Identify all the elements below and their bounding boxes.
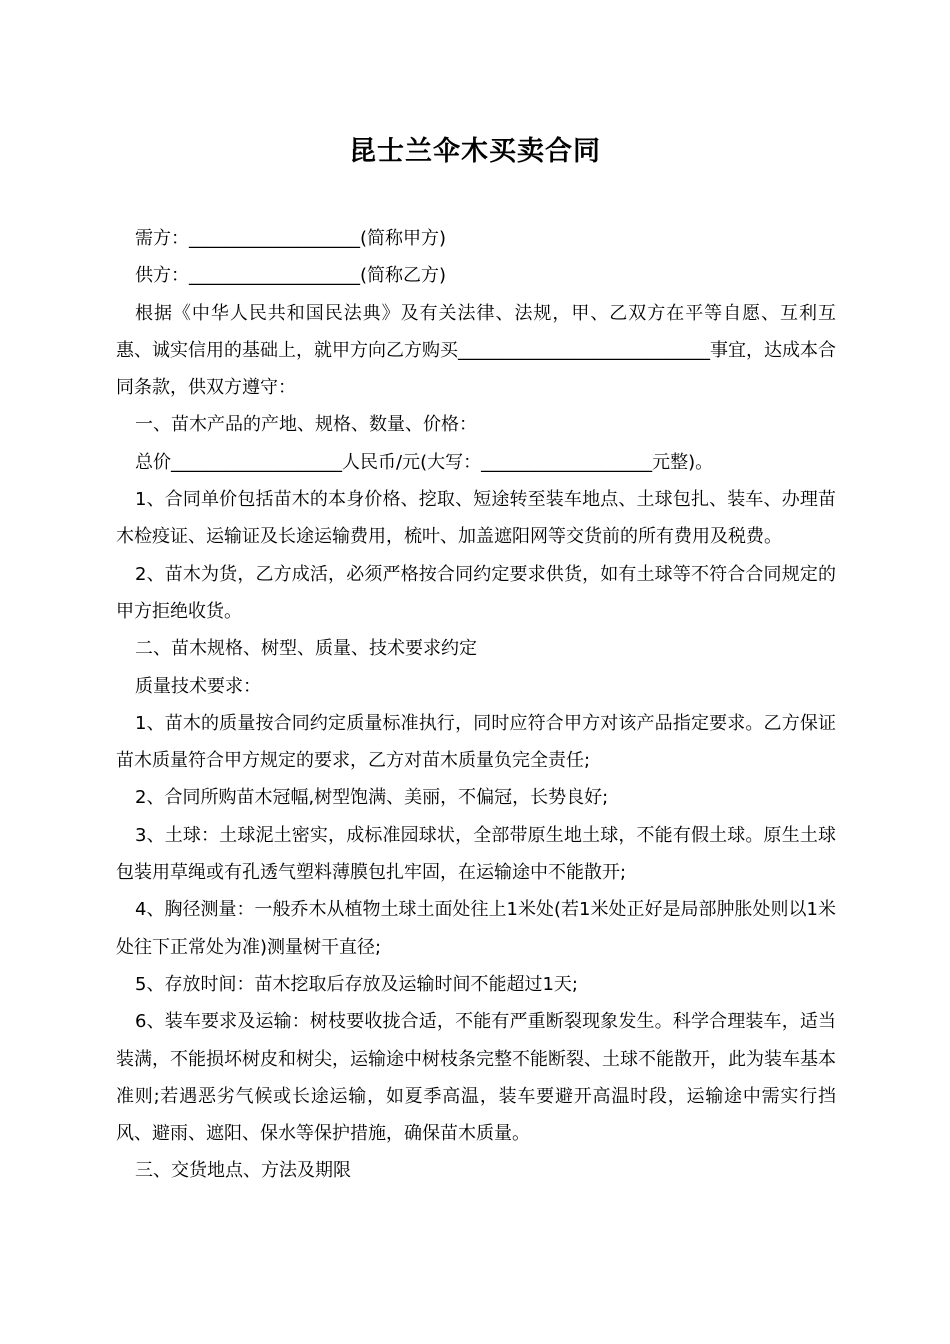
document-body [116, 220, 836, 1190]
clause-2-1: 1、苗木的质量按合同约定质量标准执行，同时应符合甲方对该产品指定要求。乙方保证苗木质量符合甲方规定的要求，乙方对苗木质量负完全责任; [116, 712, 836, 772]
preamble-paragraph: 根据《中华人民共和国民法典》及有关法律、法规，甲、乙双方在平等自愿、互利互惠、诚实信用的基础上，就甲方向乙方购买____________________________事宜，达成本合同条款，供双方遵守： [116, 302, 836, 399]
section-heading-3: 三、交货地点、方法及期限 [135, 1160, 351, 1182]
quality-heading: 质量技术要求： [135, 675, 261, 697]
clause-2-2: 2、合同所购苗木冠幅,树型饱满、美丽，不偏冠，长势良好; [135, 787, 609, 809]
clause-2-6: 6、装车要求及运输：树枝要收拢合适，不能有严重断裂现象发生。科学合理装车，适当装满，不能损坏树皮和树尖，运输途中树枝条完整不能断裂、土球不能散开，此为装车基本准则;若遇恶劣气候或长途运输，如夏季高温，装车要避开高温时段，运输途中需实行挡风、避雨、遮阳、保水等保护措施，确保苗木质量。 [116, 1011, 836, 1145]
document-title: 昆士兰伞木买卖合同 [349, 136, 601, 167]
clause-1-2: 2、苗木为货，乙方成活，必须严格按合同约定要求供货，如有土球等不符合合同规定的甲方拒绝收货。 [116, 563, 836, 622]
buyer-line: 需方：___________________(简称甲方) [135, 228, 447, 249]
section-heading-1: 一、苗木产品的产地、规格、数量、价格： [135, 414, 477, 436]
clause-2-4: 4、胸径测量：一般乔木从植物土球土面处往上1米处(若1米处正好是局部肿胀处则以1米处往下正常处为准)测量树干直径; [116, 899, 836, 958]
total-price-line: 总价___________________人民币/元(大写：___________________元整)。 [135, 451, 714, 473]
clause-2-3: 3、土球：土球泥土密实，成标准园球状，全部带原生地土球，不能有假土球。原生土球包装用草绳或有孔透气塑料薄膜包扎牢固，在运输途中不能散开; [116, 824, 836, 884]
clause-1-1: 1、合同单价包括苗木的本身价格、挖取、短途转至装车地点、土球包扎、装车、办理苗木检疫证、运输证及长途运输费用，梳叶、加盖遮阳网等交货前的所有费用及税费。 [116, 489, 836, 548]
clause-2-5: 5、存放时间：苗木挖取后存放及运输时间不能超过1天; [135, 973, 578, 995]
seller-line: 供方：___________________(简称乙方) [135, 265, 447, 287]
section-heading-2: 二、苗木规格、树型、质量、技术要求约定 [135, 638, 477, 660]
